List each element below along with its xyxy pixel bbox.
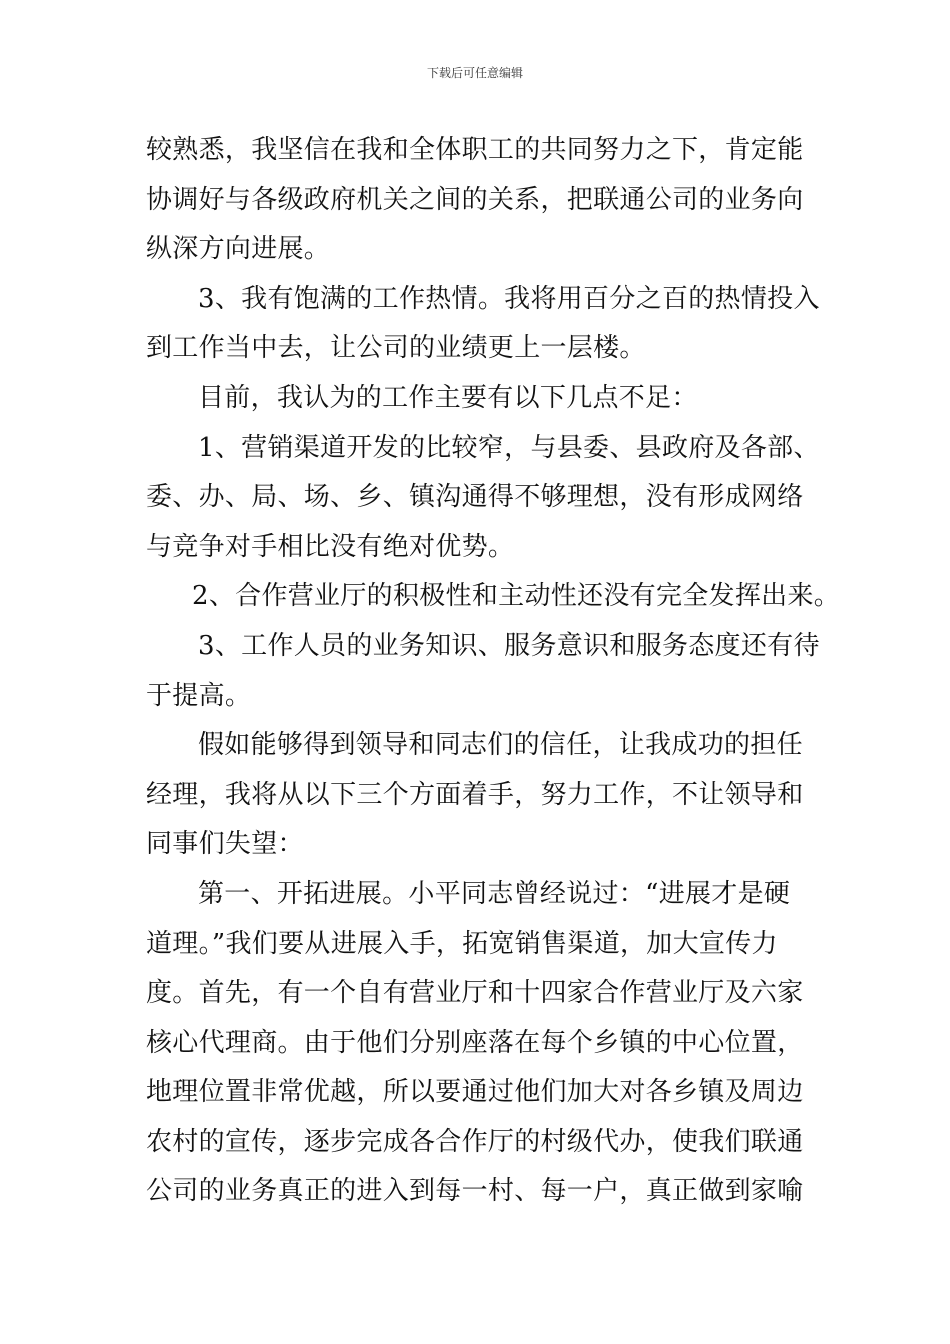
paragraph-start-line: 3、我有饱满的工作热情。我将用百分之百的热情投入 [198,283,820,314]
page-header: 下载后可任意编辑 [426,66,523,80]
document-body [146,126,841,1217]
paragraph-start-line: 1、营销渠道开发的比较窄，与县委、县政府及各部、 [198,432,820,463]
paragraph-start-line: 2、合作营业厅的积极性和主动性还没有完全发挥出来。 [192,581,841,612]
text-line: 经理，我将从以下三个方面着手，努力工作，不让领导和 [146,779,804,810]
text-line: 农村的宣传，逐步完成各合作厅的村级代办，使我们联通 [146,1126,804,1157]
paragraph-start-line: 第一、开拓进展。小平同志曾经说过：“进展才是硬 [198,878,791,909]
text-line: 协调好与各级政府机关之间的关系，把联通公司的业务向 [146,184,804,215]
text-line: 到工作当中去，让公司的业绩更上一层楼。 [146,333,646,364]
text-line: 于提高。 [146,680,252,711]
paragraph-start-line: 假如能够得到领导和同志们的信任，让我成功的担任 [198,730,803,761]
text-line: 与竞争对手相比没有绝对优势。 [146,531,515,562]
text-line: 委、办、局、场、乡、镇沟通得不够理想，没有形成网络 [146,482,804,513]
text-line: 公司的业务真正的进入到每一村、每一户，真正做到家喻 [146,1176,804,1207]
text-line: 道理。”我们要从进展入手，拓宽销售渠道，加大宣传力 [146,928,778,959]
paragraph-start-line: 目前，我认为的工作主要有以下几点不足： [198,382,698,413]
text-line: 地理位置非常优越，所以要通过他们加大对各乡镇及周边 [146,1077,804,1108]
text-line: 较熟悉，我坚信在我和全体职工的共同努力之下，肯定能 [146,135,804,165]
paragraph-start-line: 3、工作人员的业务知识、服务意识和服务态度还有待 [198,630,820,661]
text-line: 度。首先，有一个自有营业厅和十四家合作营业厅及六家 [146,978,804,1009]
text-line: 纵深方向进展。 [146,234,331,265]
text-line: 同事们失望： [146,829,304,860]
text-line: 核心代理商。由于他们分别座落在每个乡镇的中心位置， [146,1027,804,1058]
